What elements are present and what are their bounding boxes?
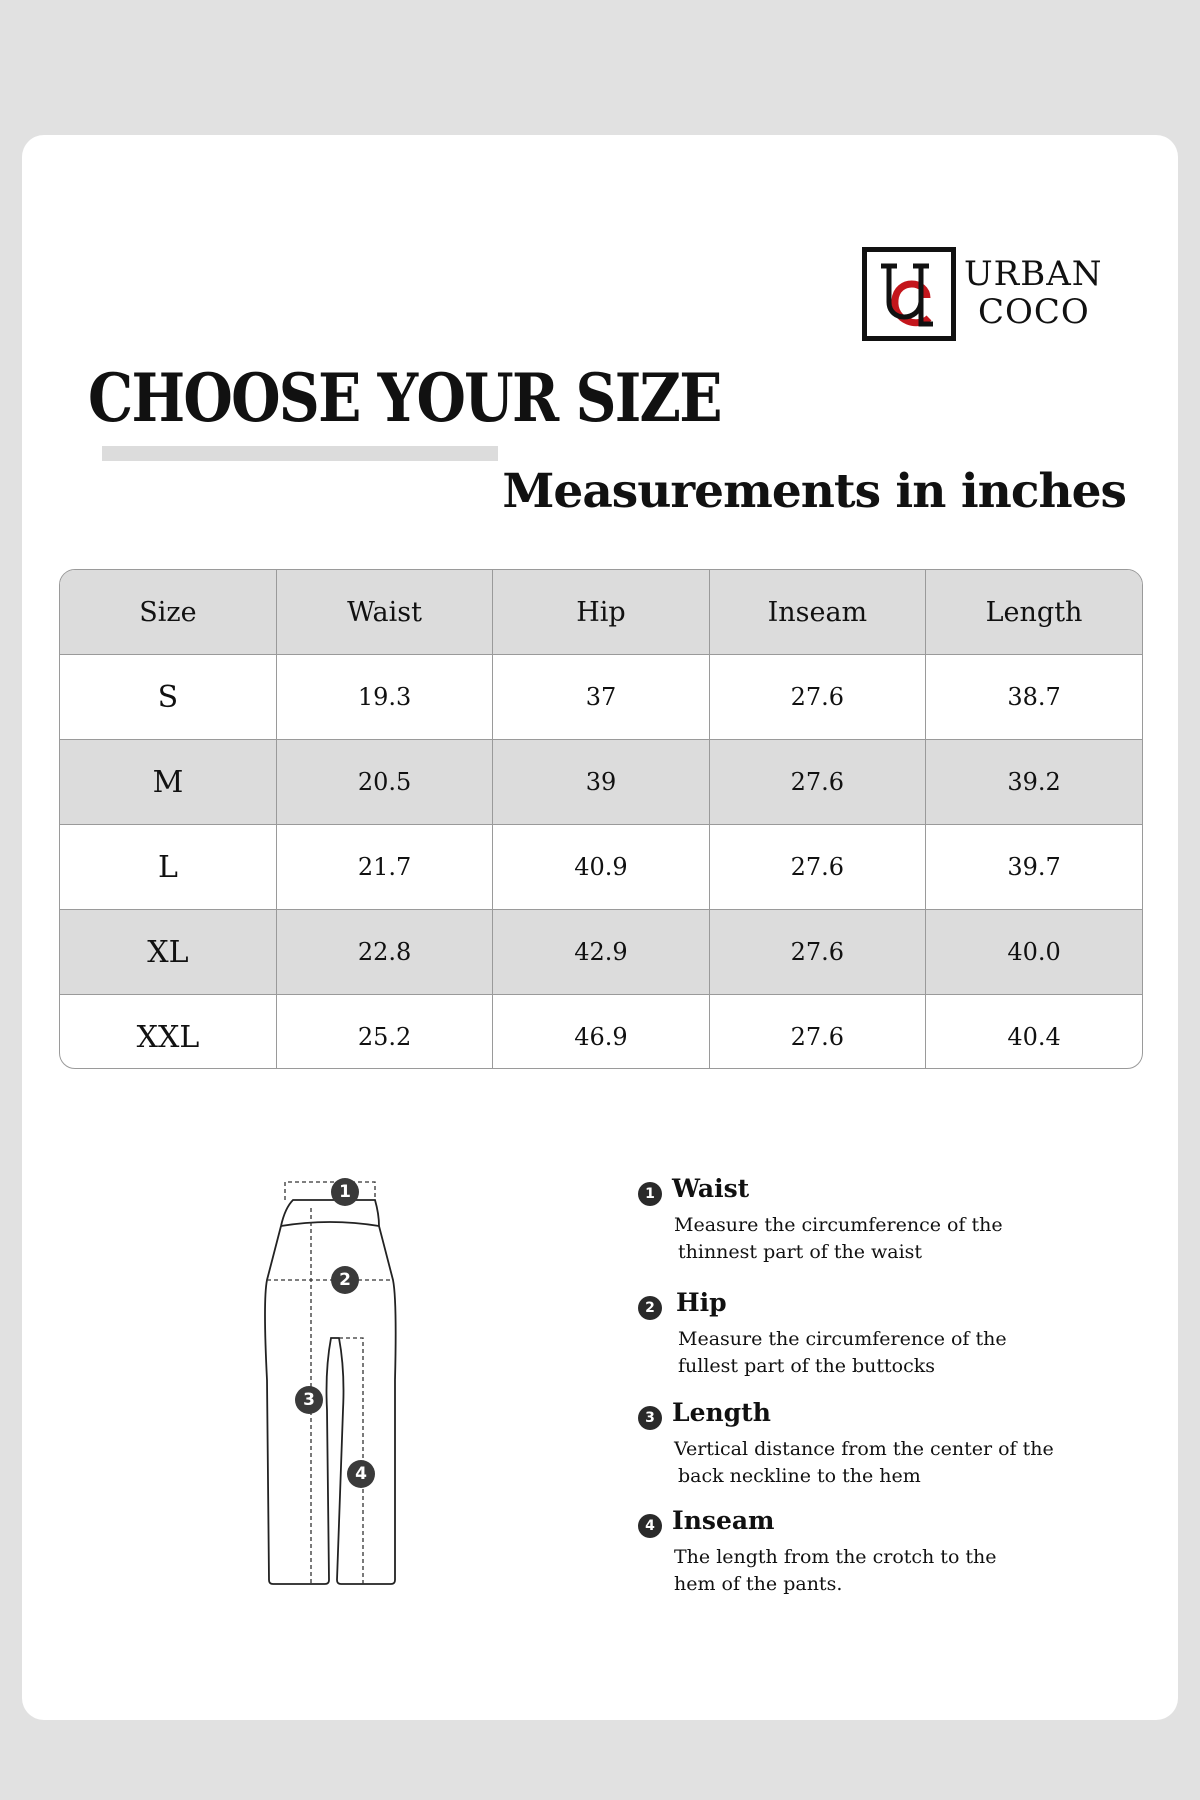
table-cell: 21.7: [276, 825, 492, 910]
table-row: [60, 910, 1142, 995]
table-cell: 19.3: [276, 655, 492, 740]
pants-diagram: [255, 1180, 415, 1600]
pants-outline-icon: [255, 1180, 415, 1600]
legend-line: fullest part of the buttocks: [678, 1355, 936, 1377]
units-subtitle: Measurements in inches: [502, 464, 1126, 519]
legend-line: Measure the circumference of the: [674, 1214, 1003, 1236]
size-table: [59, 569, 1143, 1069]
table-row: [60, 740, 1142, 825]
brand-name: [964, 255, 1103, 331]
column-header: Size: [60, 570, 276, 655]
table-cell: 40.4: [926, 995, 1142, 1070]
legend-line: thinnest part of the waist: [678, 1241, 923, 1263]
size-cell: M: [60, 740, 276, 825]
table-cell: 27.6: [709, 995, 925, 1070]
column-header: Length: [926, 570, 1142, 655]
table-row: [60, 825, 1142, 910]
legend-line: The length from the crotch to the: [674, 1546, 997, 1568]
column-header: Hip: [493, 570, 709, 655]
column-header: Waist: [276, 570, 492, 655]
brand-line-2: COCO: [978, 292, 1090, 332]
table-cell: 40.0: [926, 910, 1142, 995]
table-header-row: [60, 570, 1142, 655]
length-marker: 3: [295, 1386, 323, 1414]
title-underline: [102, 446, 498, 461]
legend-number: 2: [638, 1296, 662, 1320]
table-cell: 38.7: [926, 655, 1142, 740]
legend-line: back neckline to the hem: [678, 1465, 921, 1487]
legend-description: [674, 1212, 1154, 1266]
table-cell: 25.2: [276, 995, 492, 1070]
uc-monogram-icon: [862, 247, 956, 341]
legend-number: 4: [638, 1514, 662, 1538]
table-cell: 27.6: [709, 910, 925, 995]
legend-line: hem of the pants.: [674, 1573, 843, 1595]
legend-line: Measure the circumference of the: [678, 1328, 1007, 1350]
table-cell: 37: [493, 655, 709, 740]
table-cell: 22.8: [276, 910, 492, 995]
brand-logo: [862, 247, 1102, 339]
legend-number: 3: [638, 1406, 662, 1430]
table-cell: 46.9: [493, 995, 709, 1070]
legend-line: Vertical distance from the center of the: [674, 1438, 1054, 1460]
size-cell: XL: [60, 910, 276, 995]
legend-description: [674, 1544, 1154, 1598]
table-cell: 40.9: [493, 825, 709, 910]
table-cell: 42.9: [493, 910, 709, 995]
size-cell: L: [60, 825, 276, 910]
legend-description: [674, 1436, 1154, 1490]
legend-title: Inseam: [672, 1506, 775, 1535]
hip-marker: 2: [331, 1266, 359, 1294]
column-header: Inseam: [709, 570, 925, 655]
waist-marker: 1: [331, 1178, 359, 1206]
inseam-marker: 4: [347, 1460, 375, 1488]
table-cell: 27.6: [709, 740, 925, 825]
legend-title: Length: [672, 1398, 771, 1427]
table-row: [60, 995, 1142, 1070]
table-cell: 39: [493, 740, 709, 825]
table-cell: 27.6: [709, 825, 925, 910]
table-row: [60, 655, 1142, 740]
size-cell: XXL: [60, 995, 276, 1070]
table-cell: 39.7: [926, 825, 1142, 910]
page-title: CHOOSE YOUR SIZE: [88, 359, 721, 437]
table-cell: 39.2: [926, 740, 1142, 825]
table-cell: 27.6: [709, 655, 925, 740]
table-cell: 20.5: [276, 740, 492, 825]
legend-description: [678, 1326, 1158, 1380]
legend-title: Waist: [672, 1174, 750, 1203]
legend-title: Hip: [676, 1288, 727, 1317]
legend-number: 1: [638, 1182, 662, 1206]
size-cell: S: [60, 655, 276, 740]
brand-line-1: URBAN: [964, 254, 1103, 294]
